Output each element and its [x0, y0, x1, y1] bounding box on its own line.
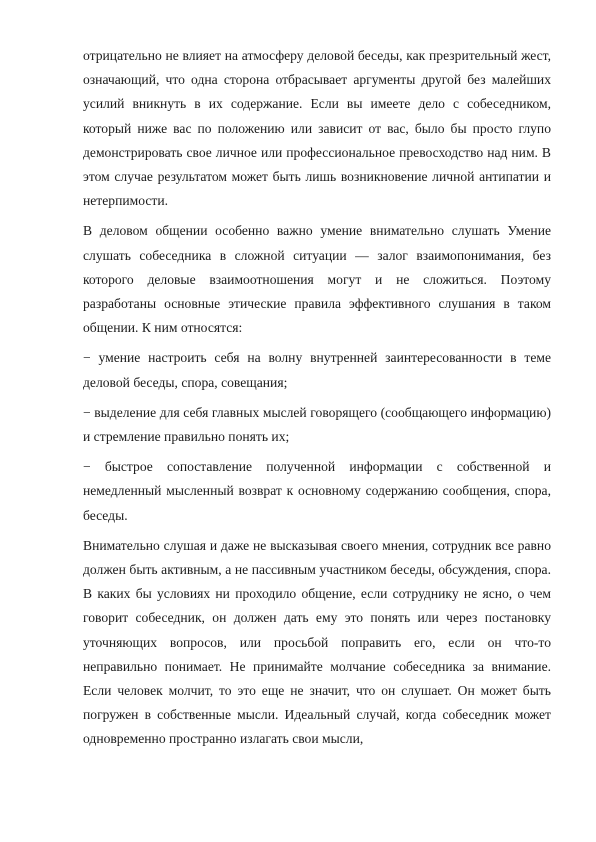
- list-item-main-ideas: − выделение для себя главных мыслей говорящего (сообщающего информацию) и стремление правильно понять их;: [83, 404, 551, 445]
- paragraph-listening-intro: В деловом общении особенно важно умение внимательно слушать Умение слушать собеседника в сложной ситуации — залог взаимопонимания, без которого деловые взаимоотношения могут и не сложиться. Поэтому разработаны основные этические правила эффективного слушания в таком общении. К ним относятся:: [83, 223, 551, 336]
- paragraph-respect: отрицательно не влияет на атмосферу деловой беседы, как презрительный жест, означающий, что одна сторона отбрасывает аргументы другой без малейших усилий вникнуть в их содержание. Если вы имеете дело с собеседником, который ниже вас по положению или зависит от вас, было бы просто глупо демонстрировать свое личное или профессиональное превосходство над ним. В этом случае результатом может быть лишь возникновение личной антипатии и нетерпимости.: [83, 48, 551, 209]
- paragraph-active-listening: Внимательно слушая и даже не высказывая своего мнения, сотрудник все равно должен быть активным, а не пассивным участником беседы, обсуждения, спора. В каких бы условиях ни проходило общение, если сотруднику не ясно, о чем говорит собеседник, он должен дать ему это понять или через постановку уточняющих вопросов, или просьбой поправить его, если он что-то неправильно понимает. Не принимайте молчание собеседника за внимание. Если человек молчит, то это еще не значит, что он слушает. Он может быть погружен в собственные мысли. Идеальный случай, когда собеседник может одновременно пространно излагать свои мысли,: [83, 537, 551, 747]
- document-page: [83, 44, 551, 758]
- list-item-comparison: − быстрое сопоставление полученной информации с собственной и немедленный мысленный возврат к основному содержанию сообщения, спора, беседы.: [83, 459, 551, 523]
- list-item-interest: − умение настроить себя на волну внутренней заинтересованности в теме деловой беседы, спора, совещания;: [83, 350, 551, 390]
